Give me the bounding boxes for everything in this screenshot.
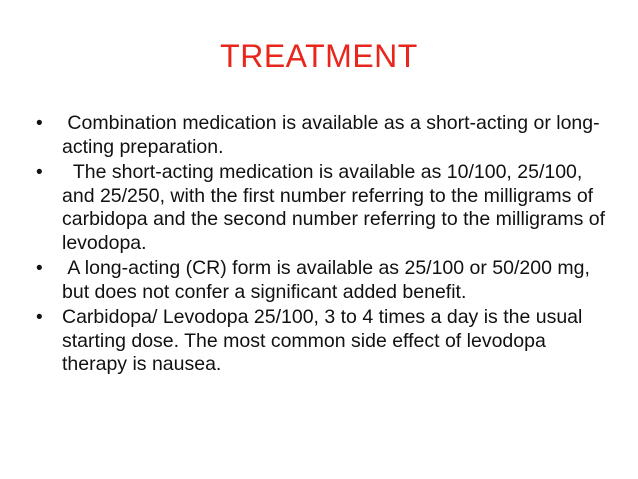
bullet-text: The short-acting medication is available as 10/100, 25/100, and 25/250, with the first number referring to the milligrams of carbidopa and the second number referring to the milligrams of levodopa. (62, 161, 611, 254)
slide-title: TREATMENT (220, 38, 418, 74)
bullet-item (36, 112, 606, 159)
bullet-text: A long-acting (CR) form is available as 25/100 or 50/200 mg, but does not confer a significant added benefit. (62, 257, 596, 303)
bullet-text: Carbidopa/ Levodopa 25/100, 3 to 4 times a day is the usual starting dose. The most common side effect of levodopa therapy is nausea. (62, 306, 588, 375)
bullet-item (36, 161, 611, 255)
bullet-dot-icon: • (36, 307, 43, 328)
bullet-item (36, 306, 606, 377)
bullet-list (36, 112, 611, 379)
bullet-text: Combination medication is available as a short-acting or long-acting preparation. (62, 112, 600, 158)
bullet-dot-icon: • (36, 113, 43, 134)
bullet-dot-icon: • (36, 258, 43, 279)
bullet-item (36, 257, 606, 304)
bullet-dot-icon: • (36, 162, 43, 183)
